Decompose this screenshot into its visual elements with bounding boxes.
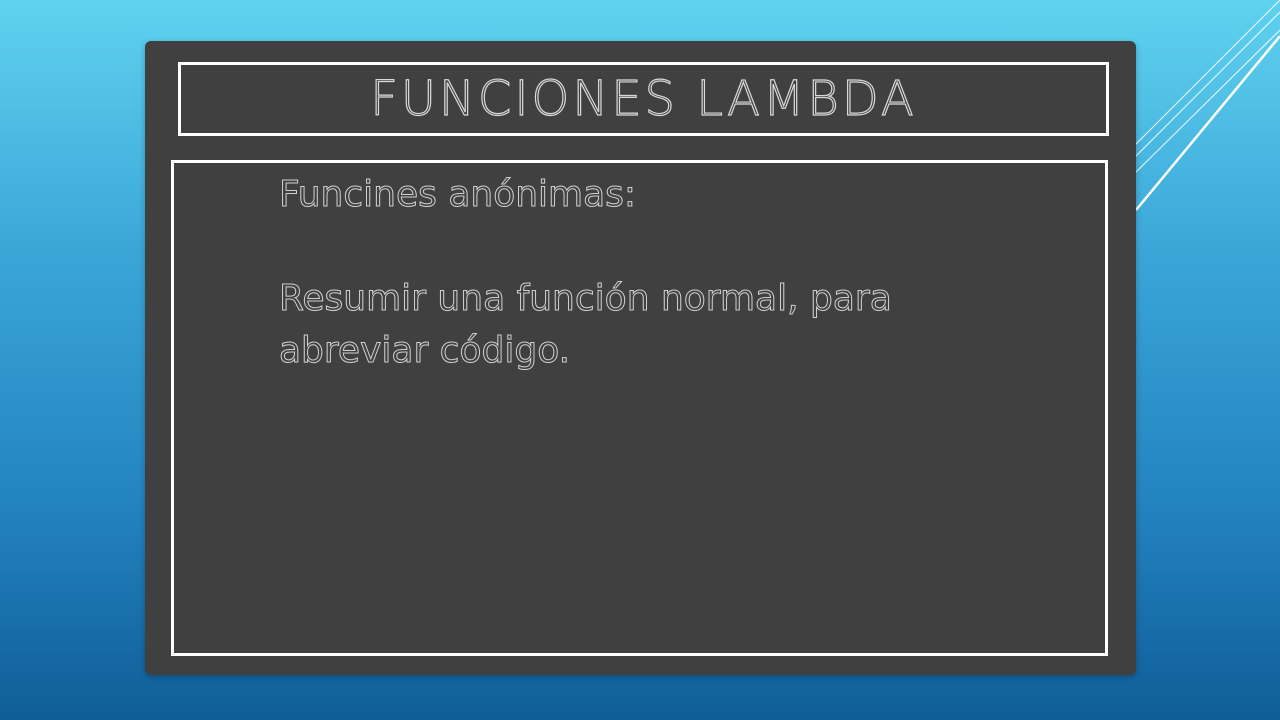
content-frame [171, 160, 1108, 656]
decorative-diagonal-lines [1130, 0, 1280, 215]
content-body [279, 169, 1039, 377]
body-paragraph: Resumir una función normal, para abreviar código. [279, 278, 892, 371]
chalkboard-panel [145, 41, 1136, 675]
title-frame [178, 62, 1109, 136]
slide-title: FUNCIONES LAMBDA [370, 71, 917, 127]
subtitle-line: Funcines anónimas: [279, 174, 637, 215]
spacer [279, 221, 1039, 273]
